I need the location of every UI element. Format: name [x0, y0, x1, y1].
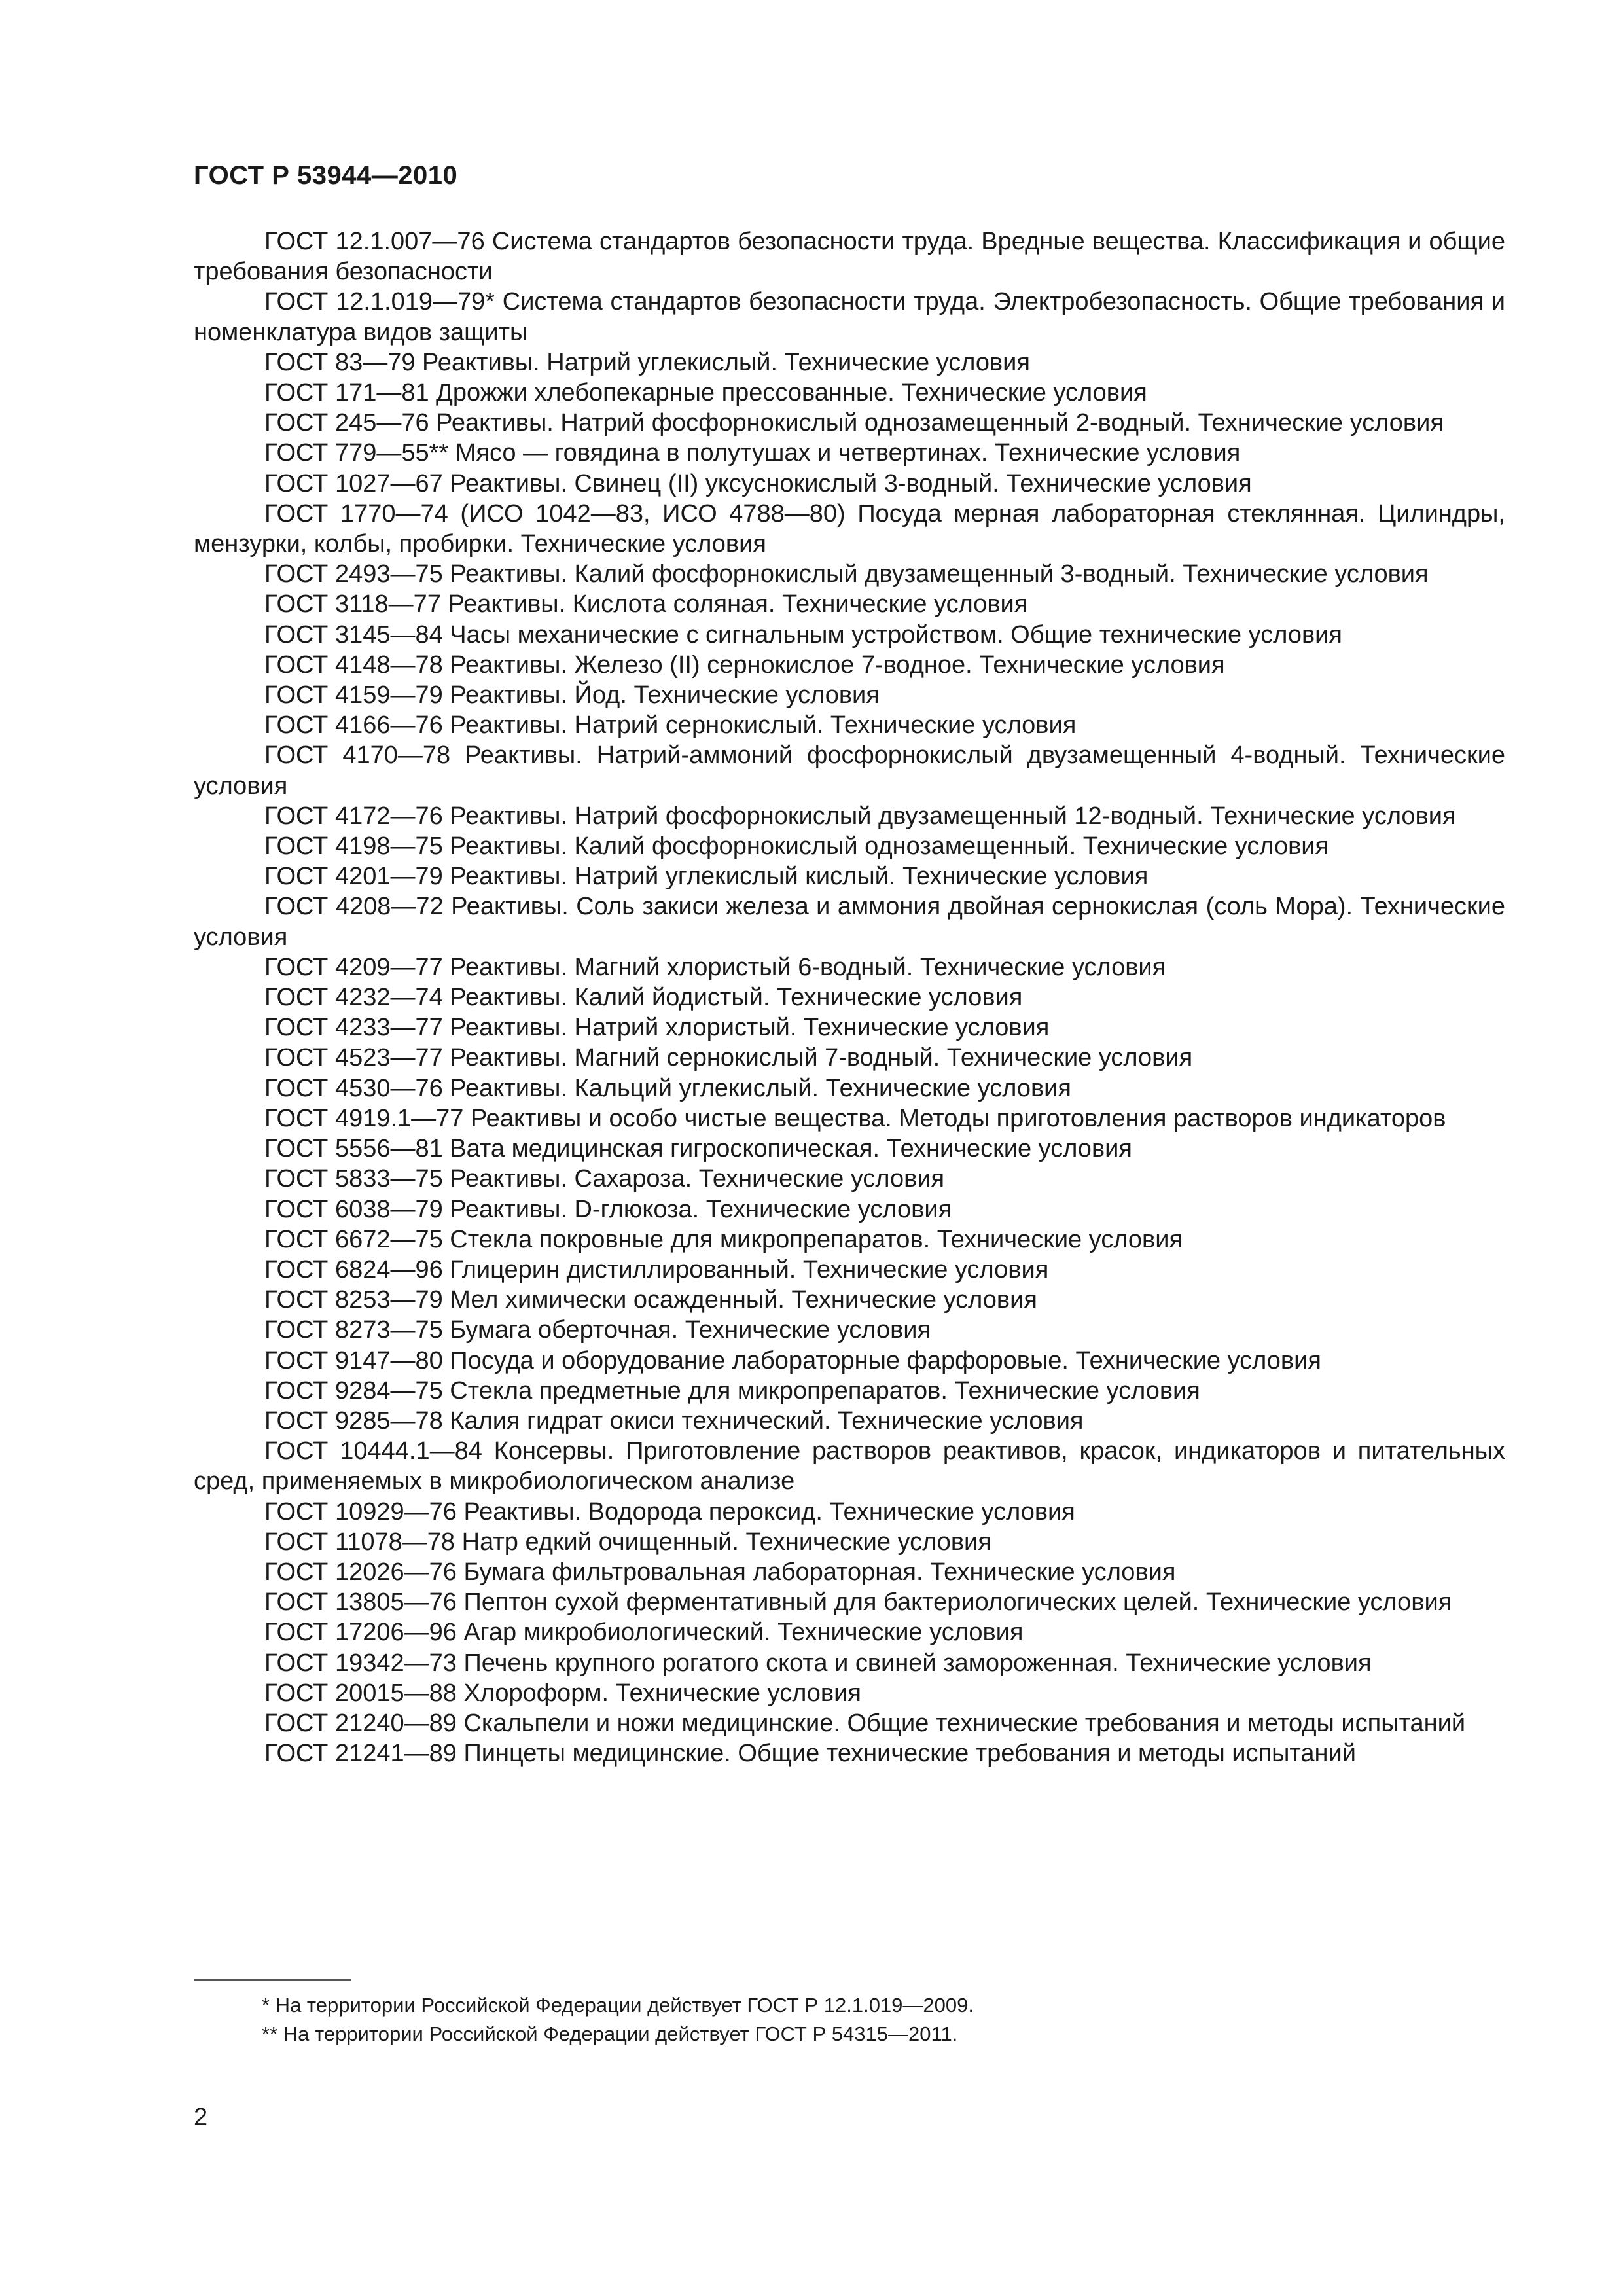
reference-item: ГОСТ 245—76 Реактивы. Натрий фосфорнокислый однозамещенный 2-водный. Технические условия	[264, 409, 1444, 437]
reference-item: ГОСТ 9147—80 Посуда и оборудование лабораторные фарфоровые. Технические условия	[264, 1346, 1321, 1374]
footnote-separator	[194, 1979, 351, 1981]
reference-item: ГОСТ 20015—88 Хлороформ. Технические условия	[264, 1679, 861, 1707]
reference-item: ГОСТ 12026—76 Бумага фильтровальная лабораторная. Технические условия	[264, 1558, 1176, 1586]
reference-item: ГОСТ 4208—72 Реактивы. Соль закиси железа и аммония двойная сернокислая (соль Мора). Технические условия	[194, 893, 1505, 951]
page-number: 2	[194, 2104, 208, 2131]
document-header: ГОСТ Р 53944—2010	[194, 161, 458, 190]
reference-item: ГОСТ 13805—76 Пептон сухой ферментативный для бактериологических целей. Технические условия	[264, 1588, 1452, 1617]
reference-item: ГОСТ 83—79 Реактивы. Натрий углекислый. Технические условия	[264, 348, 1030, 376]
reference-item: ГОСТ 4172—76 Реактивы. Натрий фосфорнокислый двузамещенный 12-водный. Технические условия	[264, 802, 1456, 830]
reference-item: ГОСТ 4209—77 Реактивы. Магний хлористый 6-водный. Технические условия	[264, 953, 1166, 981]
reference-item: ГОСТ 4919.1—77 Реактивы и особо чистые вещества. Методы приготовления растворов индикаторов	[264, 1104, 1446, 1132]
reference-item: ГОСТ 10444.1—84 Консервы. Приготовление растворов реактивов, красок, индикаторов и питательных сред, применяемых в микробиологическом анализе	[194, 1437, 1505, 1496]
reference-item: ГОСТ 779—55** Мясо — говядина в полутушах и четвертинах. Технические условия	[264, 439, 1241, 467]
reference-item: ГОСТ 21240—89 Скальпели и ножи медицинские. Общие технические требования и методы испытаний	[264, 1709, 1466, 1737]
reference-item: ГОСТ 4198—75 Реактивы. Калий фосфорнокислый однозамещенный. Технические условия	[264, 833, 1329, 861]
reference-item: ГОСТ 6038—79 Реактивы. D-глюкоза. Технические условия	[264, 1195, 952, 1223]
reference-item: ГОСТ 1027—67 Реактивы. Свинец (II) уксуснокислый 3-водный. Технические условия	[264, 469, 1252, 497]
reference-item: ГОСТ 4148—78 Реактивы. Железо (II) сернокислое 7-водное. Технические условия	[264, 651, 1225, 679]
reference-item: ГОСТ 8253—79 Мел химически осажденный. Технические условия	[264, 1286, 1037, 1314]
reference-item: ГОСТ 3118—77 Реактивы. Кислота соляная. Технические условия	[264, 590, 1028, 619]
reference-item: ГОСТ 21241—89 Пинцеты медицинские. Общие технические требования и методы испытаний	[264, 1740, 1356, 1768]
reference-item: ГОСТ 4170—78 Реактивы. Натрий-аммоний фосфорнокислый двузамещенный 4-водный. Технические условия	[194, 742, 1505, 800]
reference-item: ГОСТ 171—81 Дрожжи хлебопекарные прессованные. Технические условия	[264, 379, 1147, 407]
reference-item: ГОСТ 8273—75 Бумага оберточная. Технические условия	[264, 1316, 931, 1344]
reference-item: ГОСТ 12.1.019—79* Система стандартов безопасности труда. Электробезопасность. Общие требования и номенклатура видов защиты	[194, 288, 1505, 346]
reference-item: ГОСТ 9284—75 Стекла предметные для микропрепаратов. Технические условия	[264, 1376, 1200, 1405]
reference-item: ГОСТ 4159—79 Реактивы. Йод. Технические условия	[264, 681, 880, 709]
footnotes	[194, 1991, 1505, 2049]
reference-item: ГОСТ 4530—76 Реактивы. Кальций углекислый. Технические условия	[264, 1074, 1071, 1102]
reference-item: ГОСТ 12.1.007—76 Система стандартов безопасности труда. Вредные вещества. Классификация и общие требования безопасности	[194, 228, 1505, 286]
footnote-item: * На территории Российской Федерации действует ГОСТ Р 12.1.019—2009.	[262, 1994, 974, 2017]
reference-item: ГОСТ 5556—81 Вата медицинская гигроскопическая. Технические условия	[264, 1135, 1132, 1163]
reference-item: ГОСТ 4232—74 Реактивы. Калий йодистый. Технические условия	[264, 984, 1023, 1012]
reference-item: ГОСТ 11078—78 Натр едкий очищенный. Технические условия	[264, 1528, 991, 1556]
reference-item: ГОСТ 9285—78 Калия гидрат окиси технический. Технические условия	[264, 1407, 1084, 1435]
reference-item: ГОСТ 6672—75 Стекла покровные для микропрепаратов. Технические условия	[264, 1225, 1183, 1253]
reference-item: ГОСТ 4201—79 Реактивы. Натрий углекислый кислый. Технические условия	[264, 863, 1149, 891]
reference-item: ГОСТ 3145—84 Часы механические с сигнальным устройством. Общие технические условия	[264, 620, 1342, 649]
reference-item: ГОСТ 19342—73 Печень крупного рогатого скота и свиней замороженная. Технические условия	[264, 1649, 1372, 1677]
reference-item: ГОСТ 1770—74 (ИСО 1042—83, ИСО 4788—80) Посуда мерная лабораторная стеклянная. Цилиндры, мензурки, колбы, пробирки. Технические условия	[194, 499, 1505, 558]
reference-item: ГОСТ 4523—77 Реактивы. Магний сернокислый 7-водный. Технические условия	[264, 1044, 1193, 1072]
reference-item: ГОСТ 17206—96 Агар микробиологический. Технические условия	[264, 1619, 1024, 1647]
reference-item: ГОСТ 4233—77 Реактивы. Натрий хлористый. Технические условия	[264, 1014, 1050, 1042]
normative-references-list	[194, 226, 1505, 1768]
reference-item: ГОСТ 6824—96 Глицерин дистиллированный. Технические условия	[264, 1255, 1049, 1283]
reference-item: ГОСТ 4166—76 Реактивы. Натрий сернокислый. Технические условия	[264, 711, 1077, 740]
reference-item: ГОСТ 10929—76 Реактивы. Водорода пероксид. Технические условия	[264, 1498, 1075, 1526]
reference-item: ГОСТ 5833—75 Реактивы. Сахароза. Технические условия	[264, 1165, 945, 1193]
footnote-item: ** На территории Российской Федерации действует ГОСТ Р 54315—2011.	[262, 2022, 958, 2045]
reference-item: ГОСТ 2493—75 Реактивы. Калий фосфорнокислый двузамещенный 3-водный. Технические условия	[264, 560, 1429, 588]
